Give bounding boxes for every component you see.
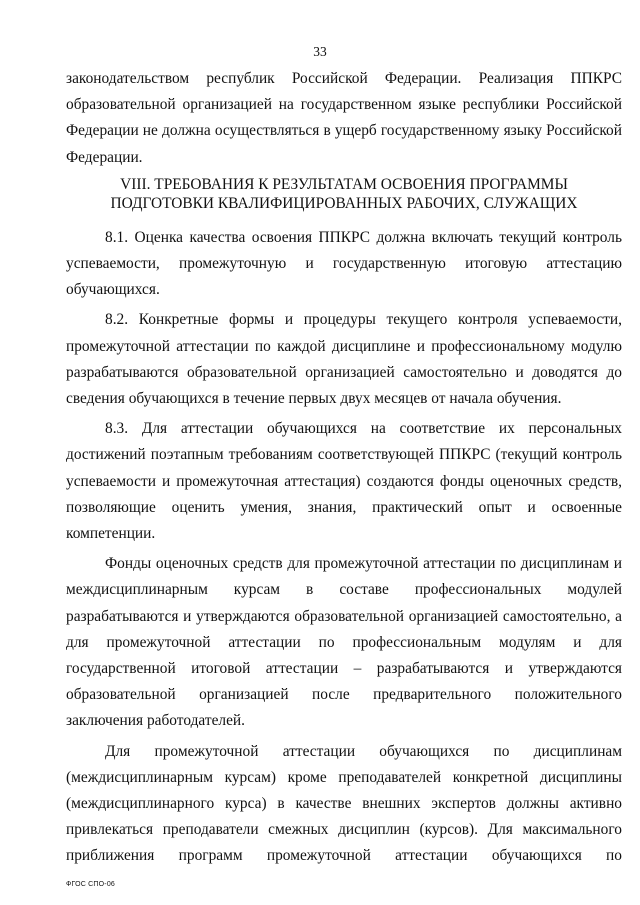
intro-paragraph: законодательством республик Российской Федерации. Реализация ППКРС образовательной организацией на государственном языке республики Российской Федерации не должна осуществляться в ущерб государственному языку Российской Федерации. [66,70,622,166]
paragraph-8-2: 8.2. Конкретные формы и процедуры текущего контроля успеваемости, промежуточной аттестации по каждой дисциплине и профессиональному модулю разрабатываются образовательной организацией самостоятельно и доводятся до сведения обучающихся в течение первых двух месяцев от начала обучения. [66,311,622,408]
page-number: 33 [313,44,327,59]
section-heading-line-1: VIII. ТРЕБОВАНИЯ К РЕЗУЛЬТАТАМ ОСВОЕНИЯ ПРОГРАММЫ [120,175,568,193]
paragraph-8-3: 8.3. Для аттестации обучающихся на соответствие их персональных достижений поэтапным требованиям соответствующей ППКРС (текущий контроль успеваемости и промежуточная аттестация) создаются фонды оценочных средств, позволяющие оценить умения, знания, практический опыт и освоенные компетенции. [66,420,622,543]
document-footer-code: ФГОС СПО-06 [66,881,116,888]
section-heading-line-2: ПОДГОТОВКИ КВАЛИФИЦИРОВАННЫХ РАБОЧИХ, СЛУЖАЩИХ [110,194,578,212]
document-body [66,66,622,874]
paragraph-8-1: 8.1. Оценка качества освоения ППКРС должна включать текущий контроль успеваемости, промежуточную и государственную итоговую аттестацию обучающихся. [66,228,622,299]
paragraph-external-experts: Для промежуточной аттестации обучающихся по дисциплинам (междисциплинарным курсам) кроме преподавателей конкретной дисциплины (междисциплинарного курса) в качестве внешних экспертов должны активно привлекаться преподаватели смежных дисциплин (курсов). Для максимального приближения программ промежуточной аттестации обучающихся по [66,742,622,865]
section-heading [66,175,622,213]
paragraph-assessment-funds: Фонды оценочных средств для промежуточной аттестации по дисциплинам и междисциплинарным курсам в составе профессиональных модулей разрабатываются и утверждаются образовательной организацией самостоятельно, а для промежуточной аттестации по профессиональным модулям и для государственной итоговой аттестации – разрабатываются и утверждаются образовательной организацией после предварительного положительного заключения работодателей. [66,555,622,730]
